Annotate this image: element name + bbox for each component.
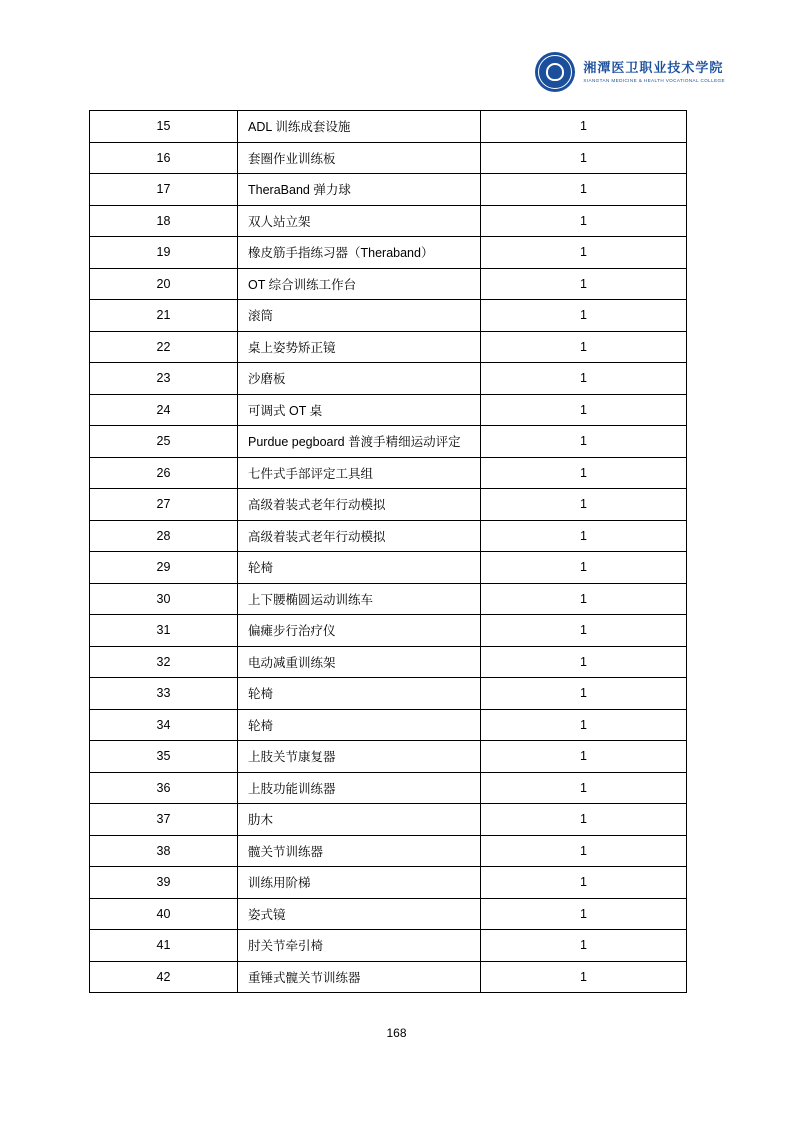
row-equipment-name: 可调式 OT 桌 xyxy=(238,394,481,426)
table-row xyxy=(90,678,687,710)
table-row xyxy=(90,174,687,206)
row-quantity: 1 xyxy=(481,583,687,615)
row-quantity: 1 xyxy=(481,961,687,993)
table-row xyxy=(90,394,687,426)
row-number: 18 xyxy=(90,205,238,237)
row-equipment-name: 轮椅 xyxy=(238,678,481,710)
row-quantity: 1 xyxy=(481,835,687,867)
row-equipment-name: 上下腰椭圆运动训练车 xyxy=(238,583,481,615)
row-number: 30 xyxy=(90,583,238,615)
row-equipment-name: 高级着装式老年行动模拟 xyxy=(238,489,481,521)
row-number: 42 xyxy=(90,961,238,993)
row-number: 41 xyxy=(90,930,238,962)
table-row xyxy=(90,709,687,741)
college-name-cn: 湘潭医卫职业技术学院 xyxy=(583,60,724,76)
row-number: 31 xyxy=(90,615,238,647)
row-quantity: 1 xyxy=(481,709,687,741)
row-equipment-name: 高级着装式老年行动模拟 xyxy=(238,520,481,552)
row-equipment-name: 轮椅 xyxy=(238,552,481,584)
row-quantity: 1 xyxy=(481,867,687,899)
row-quantity: 1 xyxy=(481,237,687,269)
row-quantity: 1 xyxy=(481,615,687,647)
row-number: 20 xyxy=(90,268,238,300)
table-row xyxy=(90,205,687,237)
table-row xyxy=(90,615,687,647)
row-number: 16 xyxy=(90,142,238,174)
college-logo-text xyxy=(583,61,725,82)
row-equipment-name: 双人站立架 xyxy=(238,205,481,237)
row-quantity: 1 xyxy=(481,111,687,143)
row-number: 22 xyxy=(90,331,238,363)
table-row xyxy=(90,489,687,521)
table-row xyxy=(90,552,687,584)
row-number: 38 xyxy=(90,835,238,867)
row-equipment-name: 上肢关节康复器 xyxy=(238,741,481,773)
college-logo xyxy=(535,52,725,92)
row-quantity: 1 xyxy=(481,804,687,836)
row-number: 21 xyxy=(90,300,238,332)
row-number: 36 xyxy=(90,772,238,804)
row-equipment-name: 上肢功能训练器 xyxy=(238,772,481,804)
row-number: 29 xyxy=(90,552,238,584)
row-equipment-name: TheraBand 弹力球 xyxy=(238,174,481,206)
row-equipment-name: OT 综合训练工作台 xyxy=(238,268,481,300)
table-row xyxy=(90,300,687,332)
row-equipment-name: 滚筒 xyxy=(238,300,481,332)
table-row xyxy=(90,804,687,836)
row-number: 35 xyxy=(90,741,238,773)
row-equipment-name: 轮椅 xyxy=(238,709,481,741)
row-number: 23 xyxy=(90,363,238,395)
row-equipment-name: 姿式镜 xyxy=(238,898,481,930)
row-equipment-name: 肘关节牵引椅 xyxy=(238,930,481,962)
row-equipment-name: 沙磨板 xyxy=(238,363,481,395)
row-quantity: 1 xyxy=(481,331,687,363)
row-number: 28 xyxy=(90,520,238,552)
table-row xyxy=(90,142,687,174)
row-quantity: 1 xyxy=(481,268,687,300)
table-row xyxy=(90,835,687,867)
table-row xyxy=(90,520,687,552)
row-quantity: 1 xyxy=(481,898,687,930)
row-number: 26 xyxy=(90,457,238,489)
row-equipment-name: 训练用阶梯 xyxy=(238,867,481,899)
row-quantity: 1 xyxy=(481,142,687,174)
table-row xyxy=(90,426,687,458)
row-equipment-name: ADL 训练成套设施 xyxy=(238,111,481,143)
row-quantity: 1 xyxy=(481,552,687,584)
row-quantity: 1 xyxy=(481,300,687,332)
row-quantity: 1 xyxy=(481,426,687,458)
row-quantity: 1 xyxy=(481,205,687,237)
equipment-table-body xyxy=(90,111,687,993)
row-quantity: 1 xyxy=(481,457,687,489)
table-row xyxy=(90,772,687,804)
row-equipment-name: Purdue pegboard 普渡手精细运动评定 xyxy=(238,426,481,458)
row-equipment-name: 重锤式髋关节训练器 xyxy=(238,961,481,993)
row-quantity: 1 xyxy=(481,678,687,710)
table-row xyxy=(90,331,687,363)
row-number: 17 xyxy=(90,174,238,206)
college-seal-icon xyxy=(535,52,575,92)
table-row xyxy=(90,961,687,993)
row-equipment-name: 桌上姿势矫正镜 xyxy=(238,331,481,363)
row-quantity: 1 xyxy=(481,772,687,804)
table-row xyxy=(90,363,687,395)
table-row xyxy=(90,646,687,678)
row-quantity: 1 xyxy=(481,520,687,552)
row-equipment-name: 髋关节训练器 xyxy=(238,835,481,867)
row-number: 32 xyxy=(90,646,238,678)
table-row xyxy=(90,867,687,899)
row-number: 24 xyxy=(90,394,238,426)
table-row xyxy=(90,583,687,615)
college-name-en: XIANGTAN MEDICINE & HEALTH VOCATIONAL COLLEGE xyxy=(583,77,725,83)
table-row xyxy=(90,741,687,773)
row-number: 37 xyxy=(90,804,238,836)
row-quantity: 1 xyxy=(481,646,687,678)
row-quantity: 1 xyxy=(481,363,687,395)
row-equipment-name: 橡皮筋手指练习器（Theraband） xyxy=(238,237,481,269)
row-number: 39 xyxy=(90,867,238,899)
row-equipment-name: 七件式手部评定工具组 xyxy=(238,457,481,489)
table-row xyxy=(90,237,687,269)
row-equipment-name: 电动减重训练架 xyxy=(238,646,481,678)
row-number: 40 xyxy=(90,898,238,930)
table-row xyxy=(90,930,687,962)
row-number: 25 xyxy=(90,426,238,458)
equipment-table xyxy=(89,110,687,993)
row-equipment-name: 偏瘫步行治疗仪 xyxy=(238,615,481,647)
row-number: 34 xyxy=(90,709,238,741)
row-quantity: 1 xyxy=(481,489,687,521)
table-row xyxy=(90,457,687,489)
row-number: 19 xyxy=(90,237,238,269)
row-number: 15 xyxy=(90,111,238,143)
row-quantity: 1 xyxy=(481,174,687,206)
row-quantity: 1 xyxy=(481,741,687,773)
table-row xyxy=(90,111,687,143)
row-equipment-name: 套圈作业训练板 xyxy=(238,142,481,174)
page-number: 168 xyxy=(386,1026,407,1040)
row-quantity: 1 xyxy=(481,394,687,426)
table-row xyxy=(90,898,687,930)
row-number: 27 xyxy=(90,489,238,521)
table-row xyxy=(90,268,687,300)
row-equipment-name: 肋木 xyxy=(238,804,481,836)
row-number: 33 xyxy=(90,678,238,710)
row-quantity: 1 xyxy=(481,930,687,962)
